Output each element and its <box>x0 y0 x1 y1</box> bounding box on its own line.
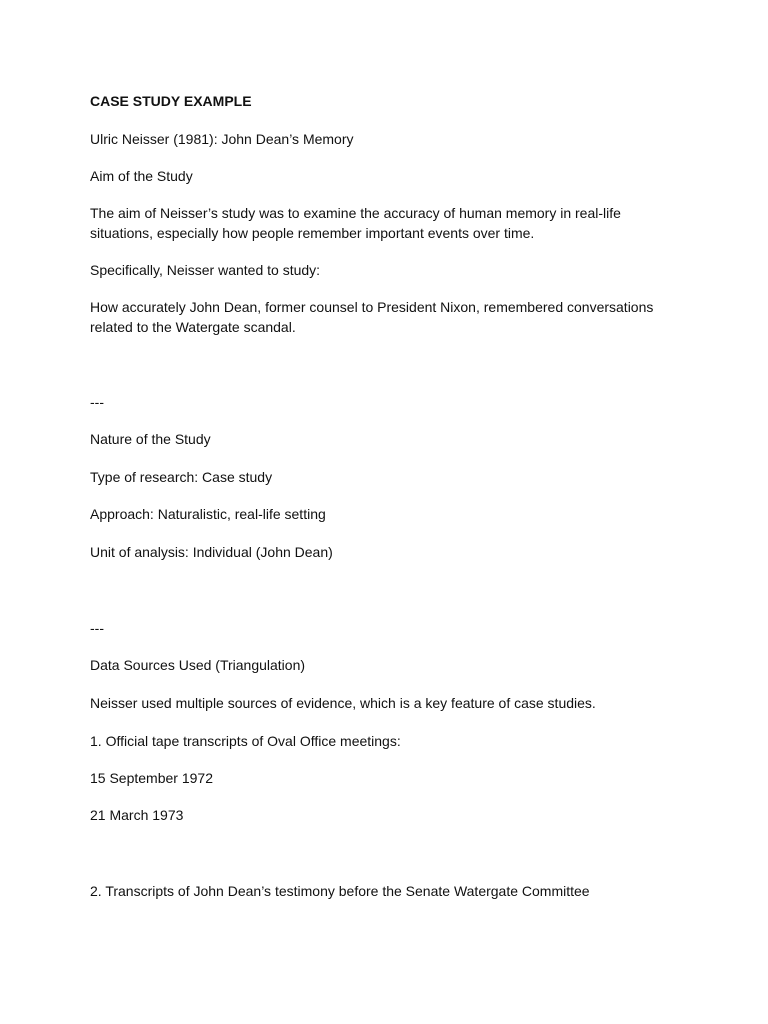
document-subtitle: Ulric Neisser (1981): John Dean’s Memory <box>90 131 354 147</box>
specific-intro: Specifically, Neisser wanted to study: <box>90 262 321 278</box>
specific-text: How accurately John Dean, former counsel to President Nixon, remembered conversations related to the Watergate scandal. <box>90 299 654 335</box>
date-1: 15 September 1972 <box>90 770 213 786</box>
unit-of-analysis: Unit of analysis: Individual (John Dean) <box>90 544 333 560</box>
data-sources-text: Neisser used multiple sources of evidence, which is a key feature of case studies. <box>90 695 596 711</box>
aim-heading: Aim of the Study <box>90 168 193 184</box>
data-source-2: 2. Transcripts of John Dean’s testimony before the Senate Watergate Committee <box>90 883 590 899</box>
data-sources-heading: Data Sources Used (Triangulation) <box>90 657 306 673</box>
approach: Approach: Naturalistic, real-life setting <box>90 506 326 522</box>
research-type: Type of research: Case study <box>90 469 273 485</box>
date-2: 21 March 1973 <box>90 807 184 823</box>
aim-text: The aim of Neisser’s study was to examine the accuracy of human memory in real-life situations, especially how people remember important events over time. <box>90 205 621 241</box>
data-source-1: 1. Official tape transcripts of Oval Office meetings: <box>90 733 401 749</box>
section-separator-2: --- <box>90 620 104 636</box>
nature-heading: Nature of the Study <box>90 431 211 447</box>
section-separator-1: --- <box>90 394 104 410</box>
document-title: CASE STUDY EXAMPLE <box>90 93 252 109</box>
